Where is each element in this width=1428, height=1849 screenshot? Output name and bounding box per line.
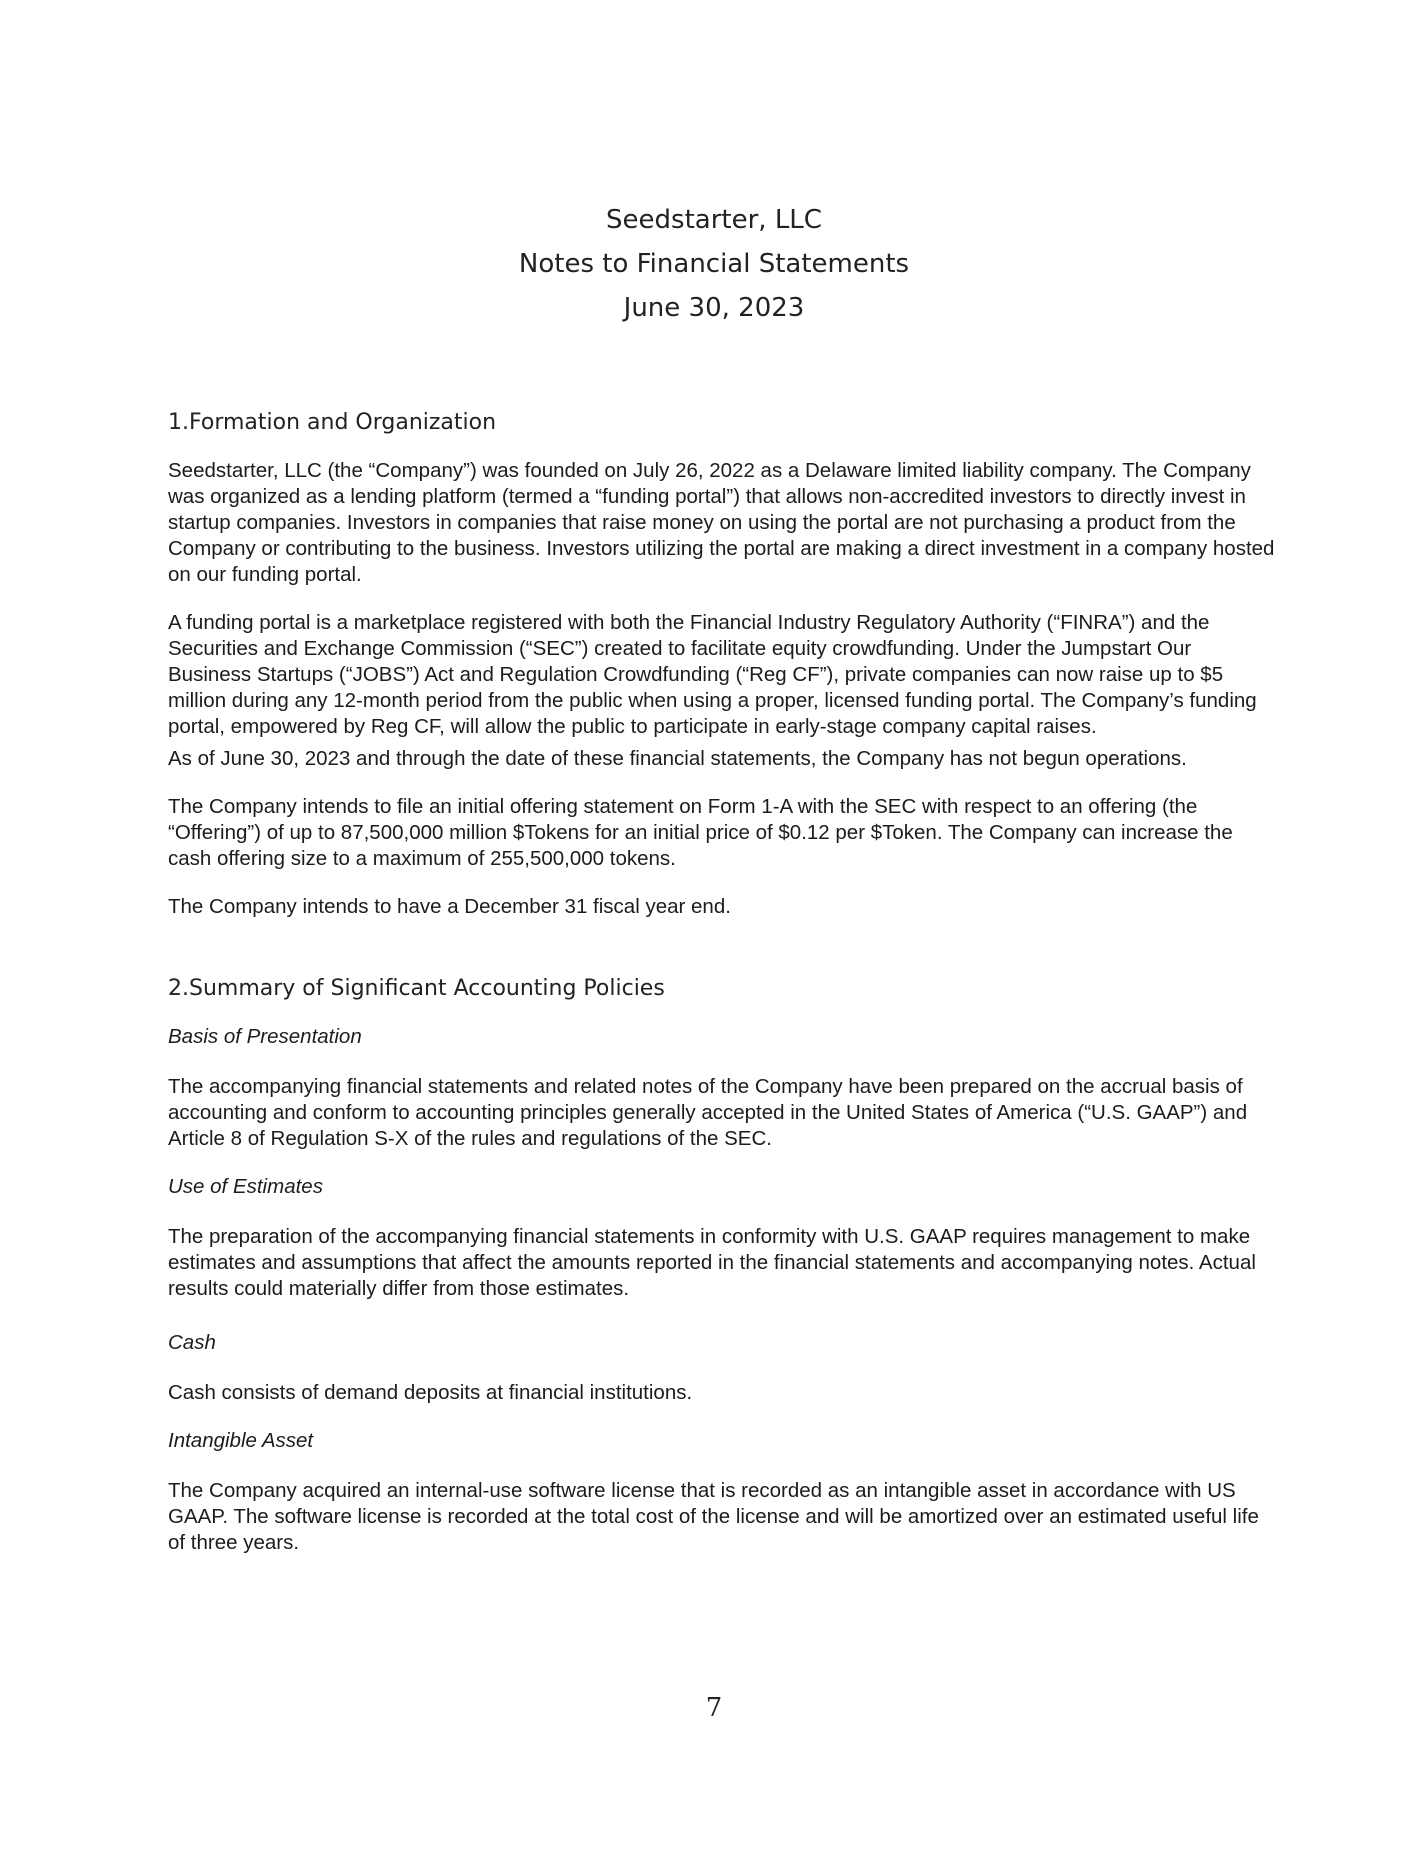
page-number: 7 (705, 1693, 723, 1723)
cash-heading: Cash (168, 1331, 216, 1354)
basis-of-presentation-text: The accompanying financial statements and related notes of the Company have been prepared on the accrual basis of accounting and conform to accounting principles generally accepted in the United States of America (“U.S. GAAP”) and Article 8 of Regulation S-X of the rules and regulations of the SEC. (168, 1075, 1248, 1150)
section-2-title: 2.Summary of Significant Accounting Policies (168, 976, 665, 1001)
use-of-estimates-text: The preparation of the accompanying financial statements in conformity with U.S. GAAP requires management to make estimates and assumptions that affect the amounts reported in the financial statements and accompanying notes. Actual results could materially differ from those estimates. (168, 1225, 1256, 1300)
document-title: Notes to Financial Statements (518, 249, 910, 279)
cash-text: Cash consists of demand deposits at financial institutions. (168, 1381, 693, 1404)
section-1-paragraph-1: Seedstarter, LLC (the “Company”) was founded on July 26, 2022 as a Delaware limited liability company. The Company was organized as a lending platform (termed a “funding portal”) that allows non-accredited investors to directly invest in startup companies. Investors in companies that raise money on using the portal are not purchasing a product from the Company or contributing to the business. Investors utilizing the portal are making a direct investment in a company hosted on our funding portal. (168, 459, 1275, 586)
document-header (0, 198, 1428, 330)
section-1-paragraph-3: As of June 30, 2023 and through the date of these financial statements, the Company has not begun operations. (168, 747, 1187, 770)
intangible-asset-text: The Company acquired an internal-use software license that is recorded as an intangible asset in accordance with US GAAP. The software license is recorded at the total cost of the license and will be amortized over an estimated useful life of three years. (168, 1479, 1259, 1554)
section-1-paragraph-2: A funding portal is a marketplace registered with both the Financial Industry Regulatory Authority (“FINRA”) and the Securities and Exchange Commission (“SEC”) created to facilitate equity crowdfunding. Under the Jumpstart Our Business Startups (“JOBS”) Act and Regulation Crowdfunding (“Reg CF”), private companies can now raise up to $5 million during any 12-month period from the public when using a proper, licensed funding portal. The Company’s funding portal, empowered by Reg CF, will allow the public to participate in early-stage company capital raises. (168, 611, 1257, 738)
intangible-asset-heading: Intangible Asset (168, 1429, 314, 1452)
company-name: Seedstarter, LLC (606, 205, 822, 235)
document-body (168, 408, 1278, 1578)
section-1-paragraph-5: The Company intends to have a December 31 fiscal year end. (168, 895, 731, 918)
section-1-paragraph-4: The Company intends to file an initial offering statement on Form 1-A with the SEC with respect to an offering (the “Offering”) of up to 87,500,000 million $Tokens for an initial price of $0.12 per $Token. The Company can increase the cash offering size to a maximum of 255,500,000 tokens. (168, 795, 1233, 870)
use-of-estimates-heading: Use of Estimates (168, 1175, 323, 1198)
statement-date: June 30, 2023 (623, 293, 805, 323)
section-1-title: 1.Formation and Organization (168, 410, 497, 435)
basis-of-presentation-heading: Basis of Presentation (168, 1025, 362, 1048)
